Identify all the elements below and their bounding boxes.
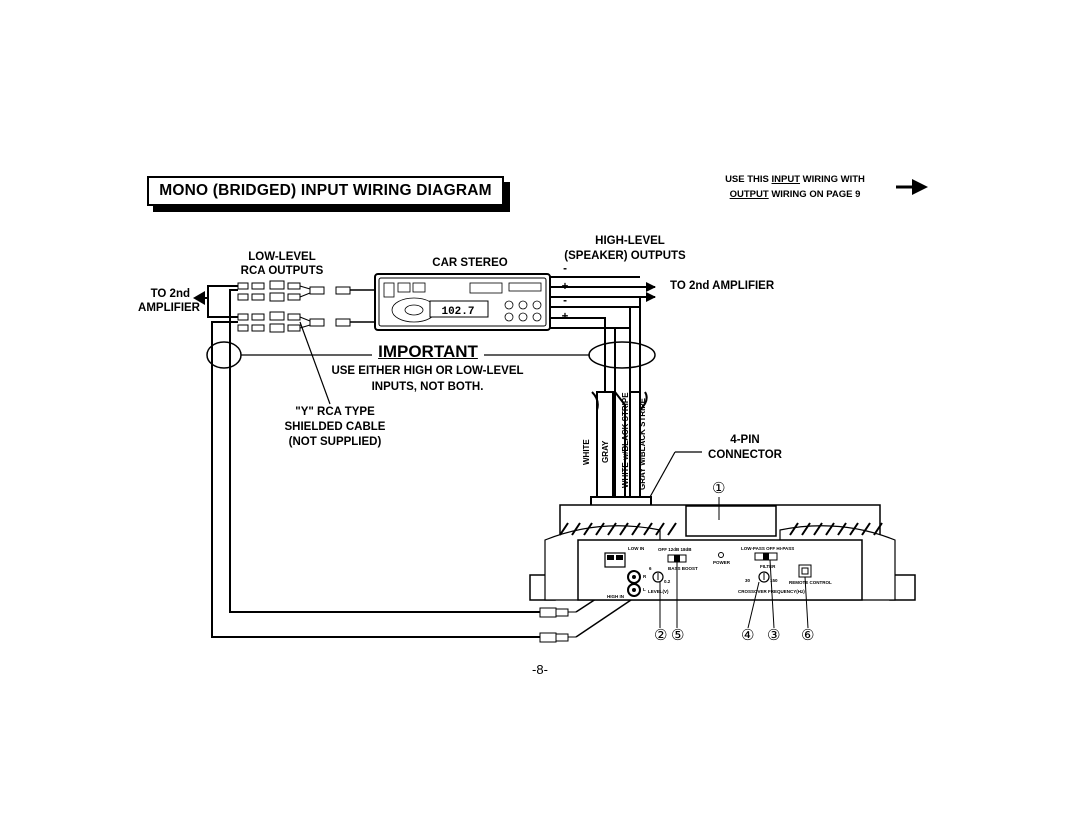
not-supplied-label: (NOT SUPPLIED) <box>288 436 382 448</box>
high-in-label: HIGH IN <box>607 594 625 599</box>
use-either-line2: INPUTS, NOT BOTH. <box>371 381 484 393</box>
bass-boost-scale: OFF 12dB 18dB <box>658 547 692 552</box>
rca-cable-top <box>238 281 375 301</box>
polarity-1: - <box>563 263 567 275</box>
to-2nd-amplifier-right-label: TO 2nd AMPLIFIER <box>670 280 775 292</box>
high-in-r-label: R <box>643 574 647 579</box>
page-number: -8- <box>532 662 548 677</box>
polarity-4: + <box>561 311 569 323</box>
wire-gray-label: GRAY <box>601 440 610 463</box>
power-label: POWER <box>713 560 731 565</box>
diagram-title: MONO (BRIDGED) INPUT WIRING DIAGRAM <box>147 176 504 206</box>
input-wiring-note: USE THIS INPUT WIRING WITH OUTPUT WIRING ON PAGE 9 <box>725 174 865 200</box>
y-rca-type-label: "Y" RCA TYPE <box>295 406 375 418</box>
level-min-label: 6 <box>649 566 652 571</box>
car-stereo-unit <box>375 274 550 330</box>
polarity-3: - <box>563 295 567 307</box>
use-either-line1: USE EITHER HIGH OR LOW-LEVEL <box>331 365 524 377</box>
crossover-max-label: 150 <box>770 578 778 583</box>
wire-gray-black-label: GRAY w/BLACK STRIPE <box>638 397 647 490</box>
four-pin-label: 4-PIN <box>730 434 760 446</box>
wire-white-black-label: WHITE w/BLACK STRIPE <box>621 392 630 488</box>
crossover-label: CROSSOVER FREQUENCY(Hz) <box>738 589 805 594</box>
callout-6: ⑥ <box>801 626 815 644</box>
to-2nd-label: TO 2nd <box>150 288 190 300</box>
important-heading: IMPORTANT <box>372 342 484 362</box>
polarity-2: + <box>561 281 569 293</box>
connector-label: CONNECTOR <box>708 449 782 461</box>
high-level-label: HIGH-LEVEL <box>595 235 665 247</box>
rca-outputs-label: RCA OUTPUTS <box>240 265 324 277</box>
page-arrow-icon <box>896 179 928 195</box>
callout-2: ② <box>654 626 668 644</box>
filter-modes-label: LOW-PASS OFF HI-PASS <box>741 546 795 551</box>
callout-5: ⑤ <box>671 626 685 644</box>
wire-white-label: WHITE <box>582 439 591 465</box>
callout-1: ① <box>712 479 726 497</box>
amplifier-label: AMPLIFIER <box>138 302 200 314</box>
car-stereo-label: CAR STEREO <box>432 257 508 269</box>
level-label: LEVEL(V) <box>648 589 669 594</box>
filter-label: FILTER <box>760 564 776 569</box>
high-in-l-label: L <box>643 587 646 592</box>
level-max-label: 0.2 <box>664 579 671 584</box>
crossover-min-label: 30 <box>745 578 751 583</box>
shielded-cable-label: SHIELDED CABLE <box>284 421 386 433</box>
rca-cable-bottom <box>238 312 375 332</box>
remote-control-label: REMOTE CONTROL <box>789 580 832 585</box>
low-level-label: LOW-LEVEL <box>248 251 316 263</box>
bass-boost-label: BASS BOOST <box>668 566 698 571</box>
callout-3: ③ <box>767 626 781 644</box>
low-in-label: LOW IN <box>628 546 645 551</box>
stereo-display-readout: 102.7 <box>441 306 475 318</box>
callout-4: ④ <box>741 626 755 644</box>
speaker-outputs-label: (SPEAKER) OUTPUTS <box>564 250 686 262</box>
